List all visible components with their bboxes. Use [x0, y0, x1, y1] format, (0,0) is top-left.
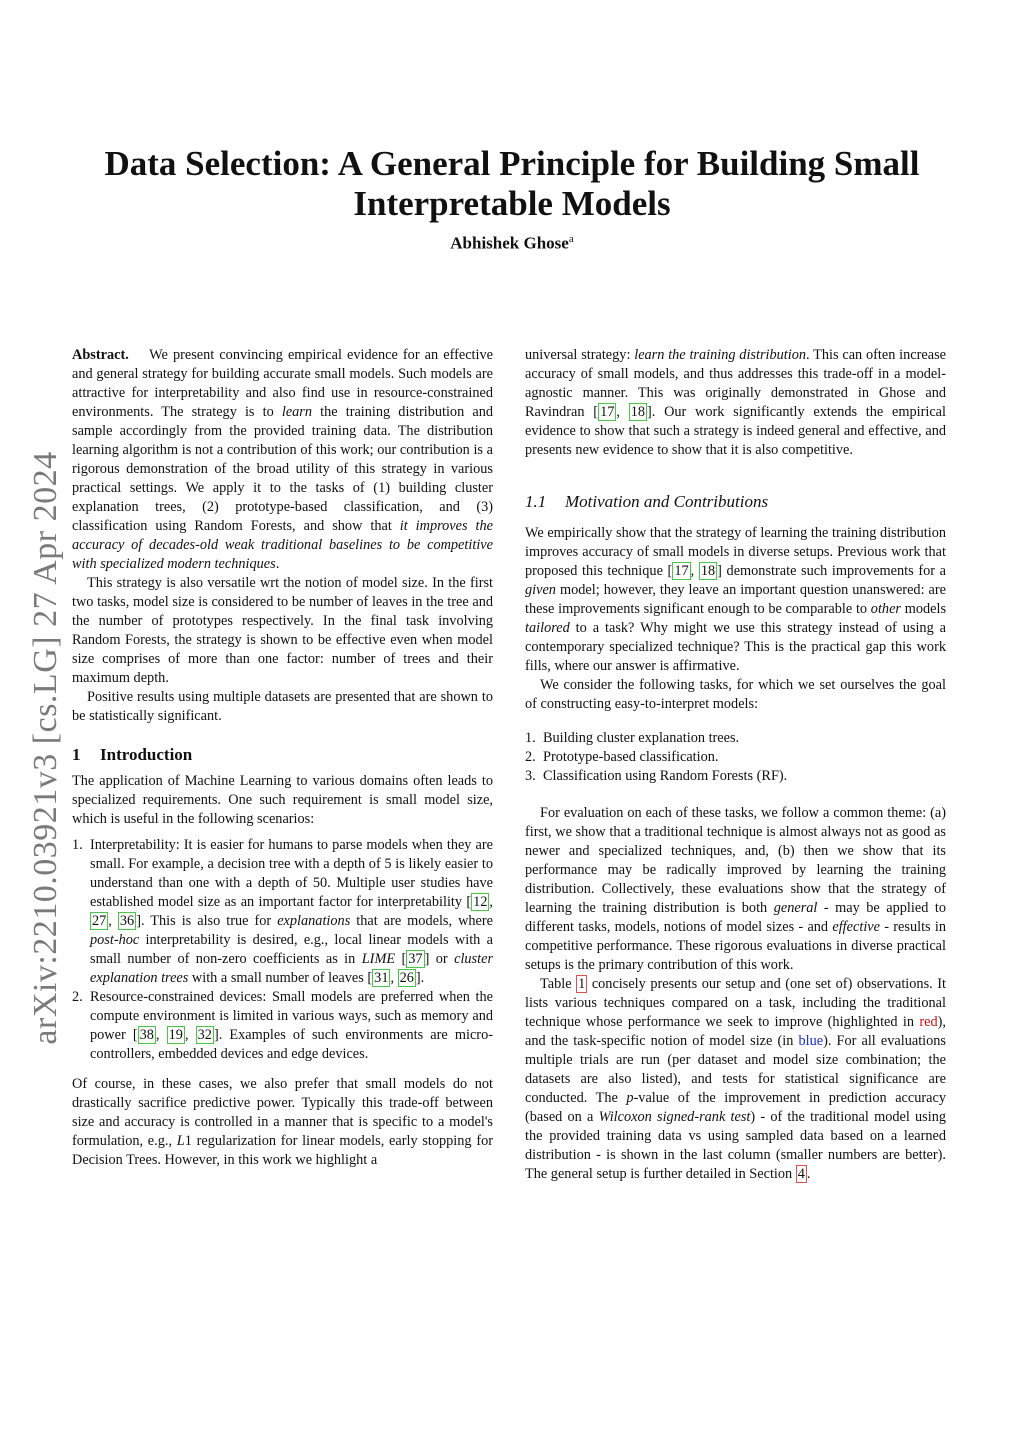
list-text: ]. This is also true for	[136, 913, 278, 929]
abstract-text: .	[275, 556, 280, 572]
citation-link[interactable]: 38	[139, 1027, 154, 1043]
list-text: Resource-constrained devices: Small models are preferred when the compute environment is limited in various ways, such as memory and power [	[90, 989, 493, 1043]
intro-paragraph-2	[72, 1075, 493, 1170]
list-text: that are models, where	[350, 913, 493, 929]
list-emphasis: cluster explanation trees	[90, 951, 494, 986]
paragraph-emphasis: given	[525, 582, 556, 598]
abstract-paragraph-2: This strategy is also versatile wrt the notion of model size. In the first two tasks, model size is considered to be number of leaves in the tree and the number of prototypes respectively. In the final task involving Random Forests, the strategy is shown to be effective even when model size comprises of more than one factor: number of trees and their maximum depth.	[72, 575, 493, 686]
right-column	[525, 346, 946, 1184]
list-item: 2. Resource-constrained devices: Small models are preferred when the compute environment is limited in various ways, such as memory and power [ 38 , 19 , 32 ]. Examples of such environments are micro-controllers, embedded devices and edge devices.	[72, 989, 493, 1062]
list-emphasis: explanations	[277, 913, 351, 929]
paper-title	[0, 144, 1024, 224]
author-line	[0, 233, 1024, 254]
section-heading-introduction	[72, 745, 493, 764]
citation-link[interactable]: 17	[600, 404, 615, 420]
paragraph-text: Table	[540, 976, 577, 992]
abstract-emphasis: it improves the accuracy of decades-old weak traditional baselines to be competitive with specialized modern techniques	[72, 518, 493, 572]
list-text: interpretability is desired, e.g., local linear models with a small number of non-zero coefficients as in	[90, 932, 493, 967]
section-title: Introduction	[100, 745, 193, 764]
paragraph-emphasis: effective	[832, 919, 880, 935]
paragraph-text: . This can often increase accuracy of small models, and thus addresses this trade-off in a model-agnostic manner. This was originally demonstrated in Ghose and Ravindran [	[525, 347, 946, 420]
left-column	[72, 346, 493, 1170]
citation-link[interactable]: 36	[119, 913, 135, 929]
math-symbol: L	[176, 1133, 185, 1149]
paragraph-text: ) - of the traditional model using the provided training data vs using sampled data based on a learned distribution - is shown in the last column (smaller numbers are better). The general setup is further detailed in Section	[525, 1109, 947, 1182]
list-marker: 2.	[72, 989, 83, 1005]
task-item-2	[525, 748, 946, 767]
intro-paragraph-1: The application of Machine Learning to various domains often leads to specialized requirements. One such requirement is small model size, which is useful in the following scenarios:	[72, 773, 493, 827]
motivation-paragraph-2: We consider the following tasks, for which we set ourselves the goal of constructing easy-to-interpret models:	[525, 677, 946, 712]
list-marker: 1.	[525, 730, 536, 746]
list-emphasis: LIME	[361, 951, 396, 967]
paragraph-text: ] demonstrate such improvements for a	[717, 563, 946, 579]
list-marker: 3.	[525, 768, 536, 784]
red-highlight-word: red	[919, 1014, 938, 1030]
citation-link[interactable]: 37	[408, 951, 423, 967]
list-marker: 2.	[525, 749, 536, 765]
list-text: Building cluster explanation trees.	[543, 730, 740, 746]
paragraph-text: For evaluation on each of these tasks, we follow a common theme: (a) first, we show that a traditional technique is almost always not as good as newer and specialized techniques, and, (b) then we show that its performance may be radically improved by learning the training distribution. Collectively, these evaluations show that the strategy of learning the training distribution is both	[525, 805, 946, 916]
paragraph-text: Of course, in these cases, we also prefer that small models do not drastically sacrifice predictive power. Typically this trade-off between size and accuracy is controlled in a manner that is specific to a model's formulation, e.g.,	[72, 1076, 493, 1149]
citation-link[interactable]: 26	[399, 970, 414, 986]
abstract-emphasis: learn	[281, 404, 313, 420]
intro-paragraph-3: universal strategy: learn the training distribution. This can often increase accuracy of small models, and thus addresses this trade-off in a model-agnostic manner. This was originally demonstrated in Ghose and Ravindran [ 17 , 18 ]. Our work significantly extends the empirical evidence to show that such a strategy is indeed general and effective, and presents new evidence to show that it is also competitive.	[525, 347, 946, 458]
abstract-text: We present convincing empirical evidence for an effective and general strategy for building accurate small models. Such models are attractive for interpretability and also find use in resource-constrained environments. The strategy is to	[72, 347, 493, 420]
author-affiliation-mark: a	[568, 233, 574, 245]
paragraph-emphasis: other	[870, 601, 901, 617]
list-marker: 1.	[72, 837, 83, 853]
motivation-paragraph-1: We empirically show that the strategy of learning the training distribution improves accuracy of small models in diverse setups. Previous work that proposed this technique [ 17 , 18 ] demonstrate such improvements for a given model; however, they leave an important question unanswered: are these improvements significant enough to be comparable to other models tailored to a task? Why might we use this strategy instead of using a contemporary specialized technique? This is the practical gap this work fills, where our answer is affirmative.	[525, 525, 947, 674]
citation-link[interactable]: 18	[700, 563, 716, 579]
list-text: ].	[415, 970, 425, 986]
list-text: with a small number of leaves [	[188, 970, 373, 986]
task-item-1	[525, 729, 946, 748]
paragraph-text: concisely presents our setup and (one set of) observations. It lists various techniques compared on a task, including the traditional technique whose performance we seek to improve (highlighted in	[525, 976, 946, 1030]
subsection-title: Motivation and Contributions	[565, 492, 769, 511]
paragraph-text: .	[806, 1166, 811, 1182]
subsection-heading-motivation	[525, 492, 946, 511]
list-text: [	[395, 951, 407, 967]
abstract-text: the training distribution and sample accordingly from the provided training data. The distribution learning algorithm is not a contribution of this work; our contribution is a rigorous demonstration of the broad utility of this strategy in various practical settings. We apply it to the tasks of (1) building cluster explanation trees, (2) prototype-based classification, and (3) classification using Random Forests, and show that	[72, 404, 493, 534]
citation-link[interactable]: 17	[674, 563, 689, 579]
paragraph-text: model; however, they leave an important question unanswered: are these improvements significant enough to be comparable to	[525, 582, 946, 617]
motivation-paragraph-4	[525, 975, 946, 1184]
list-text: Interpretability: It is easier for humans to parse models when they are small. For example, a decision tree with a depth of 5 is likely easier to understand than one with a depth of 50. Multiple user studies have established model size as an important factor for interpretability [	[90, 837, 493, 910]
paragraph-text: -value of the improvement in prediction accuracy (based on a	[525, 1090, 946, 1125]
task-item-3	[525, 767, 946, 786]
paragraph-text: - results in competitive performance. These rigorous evaluations in diverse practical setups is the primary contribution of this work.	[525, 919, 946, 973]
citation-link[interactable]: 27	[92, 913, 107, 929]
section-reference-link[interactable]: 4	[797, 1166, 805, 1182]
citation-link[interactable]: 32	[197, 1027, 212, 1043]
list-text: Classification using Random Forests (RF).	[543, 768, 788, 784]
section-number: 1	[72, 745, 81, 764]
subsection-number: 1.1	[525, 492, 547, 511]
list-item: 1. Interpretability: It is easier for humans to parse models when they are small. For example, a decision tree with a depth of 5 is likely easier to understand than one with a depth of 50. Multiple user studies have established model size as an important factor for interpretability [ 12 , 27 , 36 ]. This is also true for explanations that are models, where post-hoc interpretability is desired, e.g., local linear models with a small number of non-zero coefficients as in LIME [ 37 ] or cluster explanation trees with a small number of leaves [ 31 , 26 ].	[72, 837, 494, 986]
paragraph-text: ), and the task-specific notion of model size (in	[525, 1014, 946, 1049]
paragraph-emphasis: p	[626, 1090, 634, 1106]
paragraph-text: models	[900, 601, 947, 617]
list-text: ]. Examples of such environments are micro-controllers, embedded devices and edge devices.	[90, 1027, 493, 1062]
arxiv-identifier: arXiv:2210.03921v3 [cs.LG] 27 Apr 2024	[27, 451, 64, 1045]
scenario-list	[72, 836, 493, 1064]
paragraph-text: ). For all evaluations multiple trials are run (per dataset and model size combination; the datasets are also listed), and tests for statistical significance are conducted. The	[525, 1033, 946, 1106]
paragraph-text: 1 regularization for linear models, early stopping for Decision Trees. However, in this work we highlight a	[72, 1133, 493, 1168]
blue-highlight-word: blue	[798, 1033, 824, 1049]
table-reference-link[interactable]: 1	[578, 976, 586, 992]
paragraph-text: universal strategy:	[525, 347, 635, 363]
paragraph-emphasis: Wilcoxon signed-rank test	[598, 1109, 751, 1125]
paragraph-text: - may be applied to different tasks, models, notions of model sizes - and	[525, 900, 946, 935]
abstract-label: Abstract.	[72, 347, 129, 363]
paragraph-text: to a task? Why might we use this strategy instead of using a contemporary specialized technique? This is the practical gap this work fills, where our answer is affirmative.	[525, 620, 946, 674]
list-text: ] or	[424, 951, 455, 967]
abstract-paragraph-1	[72, 346, 493, 574]
task-list	[525, 729, 946, 786]
abstract-paragraph-3: Positive results using multiple datasets are presented that are shown to be statistically significant.	[72, 689, 493, 724]
paragraph-text: We empirically show that the strategy of learning the training distribution improves accuracy of small models in diverse setups. Previous work that proposed this technique [	[525, 525, 946, 579]
citation-link[interactable]: 19	[168, 1027, 183, 1043]
list-emphasis: post-hoc	[90, 932, 140, 948]
motivation-paragraph-3	[525, 804, 946, 975]
list-text: Prototype-based classification.	[543, 749, 719, 765]
paragraph-text: ]. Our work significantly extends the empirical evidence to show that such a strategy is indeed general and effective, and presents new evidence to show that it is also competitive.	[525, 404, 946, 458]
citation-link[interactable]: 12	[473, 894, 488, 910]
citation-link[interactable]: 31	[374, 970, 389, 986]
title-line-2: Interpretable Models	[353, 184, 671, 223]
citation-link[interactable]: 18	[630, 404, 645, 420]
paragraph-emphasis: tailored	[525, 620, 570, 636]
paragraph-emphasis: general	[773, 900, 818, 916]
title-line-1: Data Selection: A General Principle for Building Small	[104, 144, 920, 183]
author-name: Abhishek Ghose	[450, 233, 569, 253]
paragraph-emphasis: learn the training distribution	[634, 347, 807, 363]
